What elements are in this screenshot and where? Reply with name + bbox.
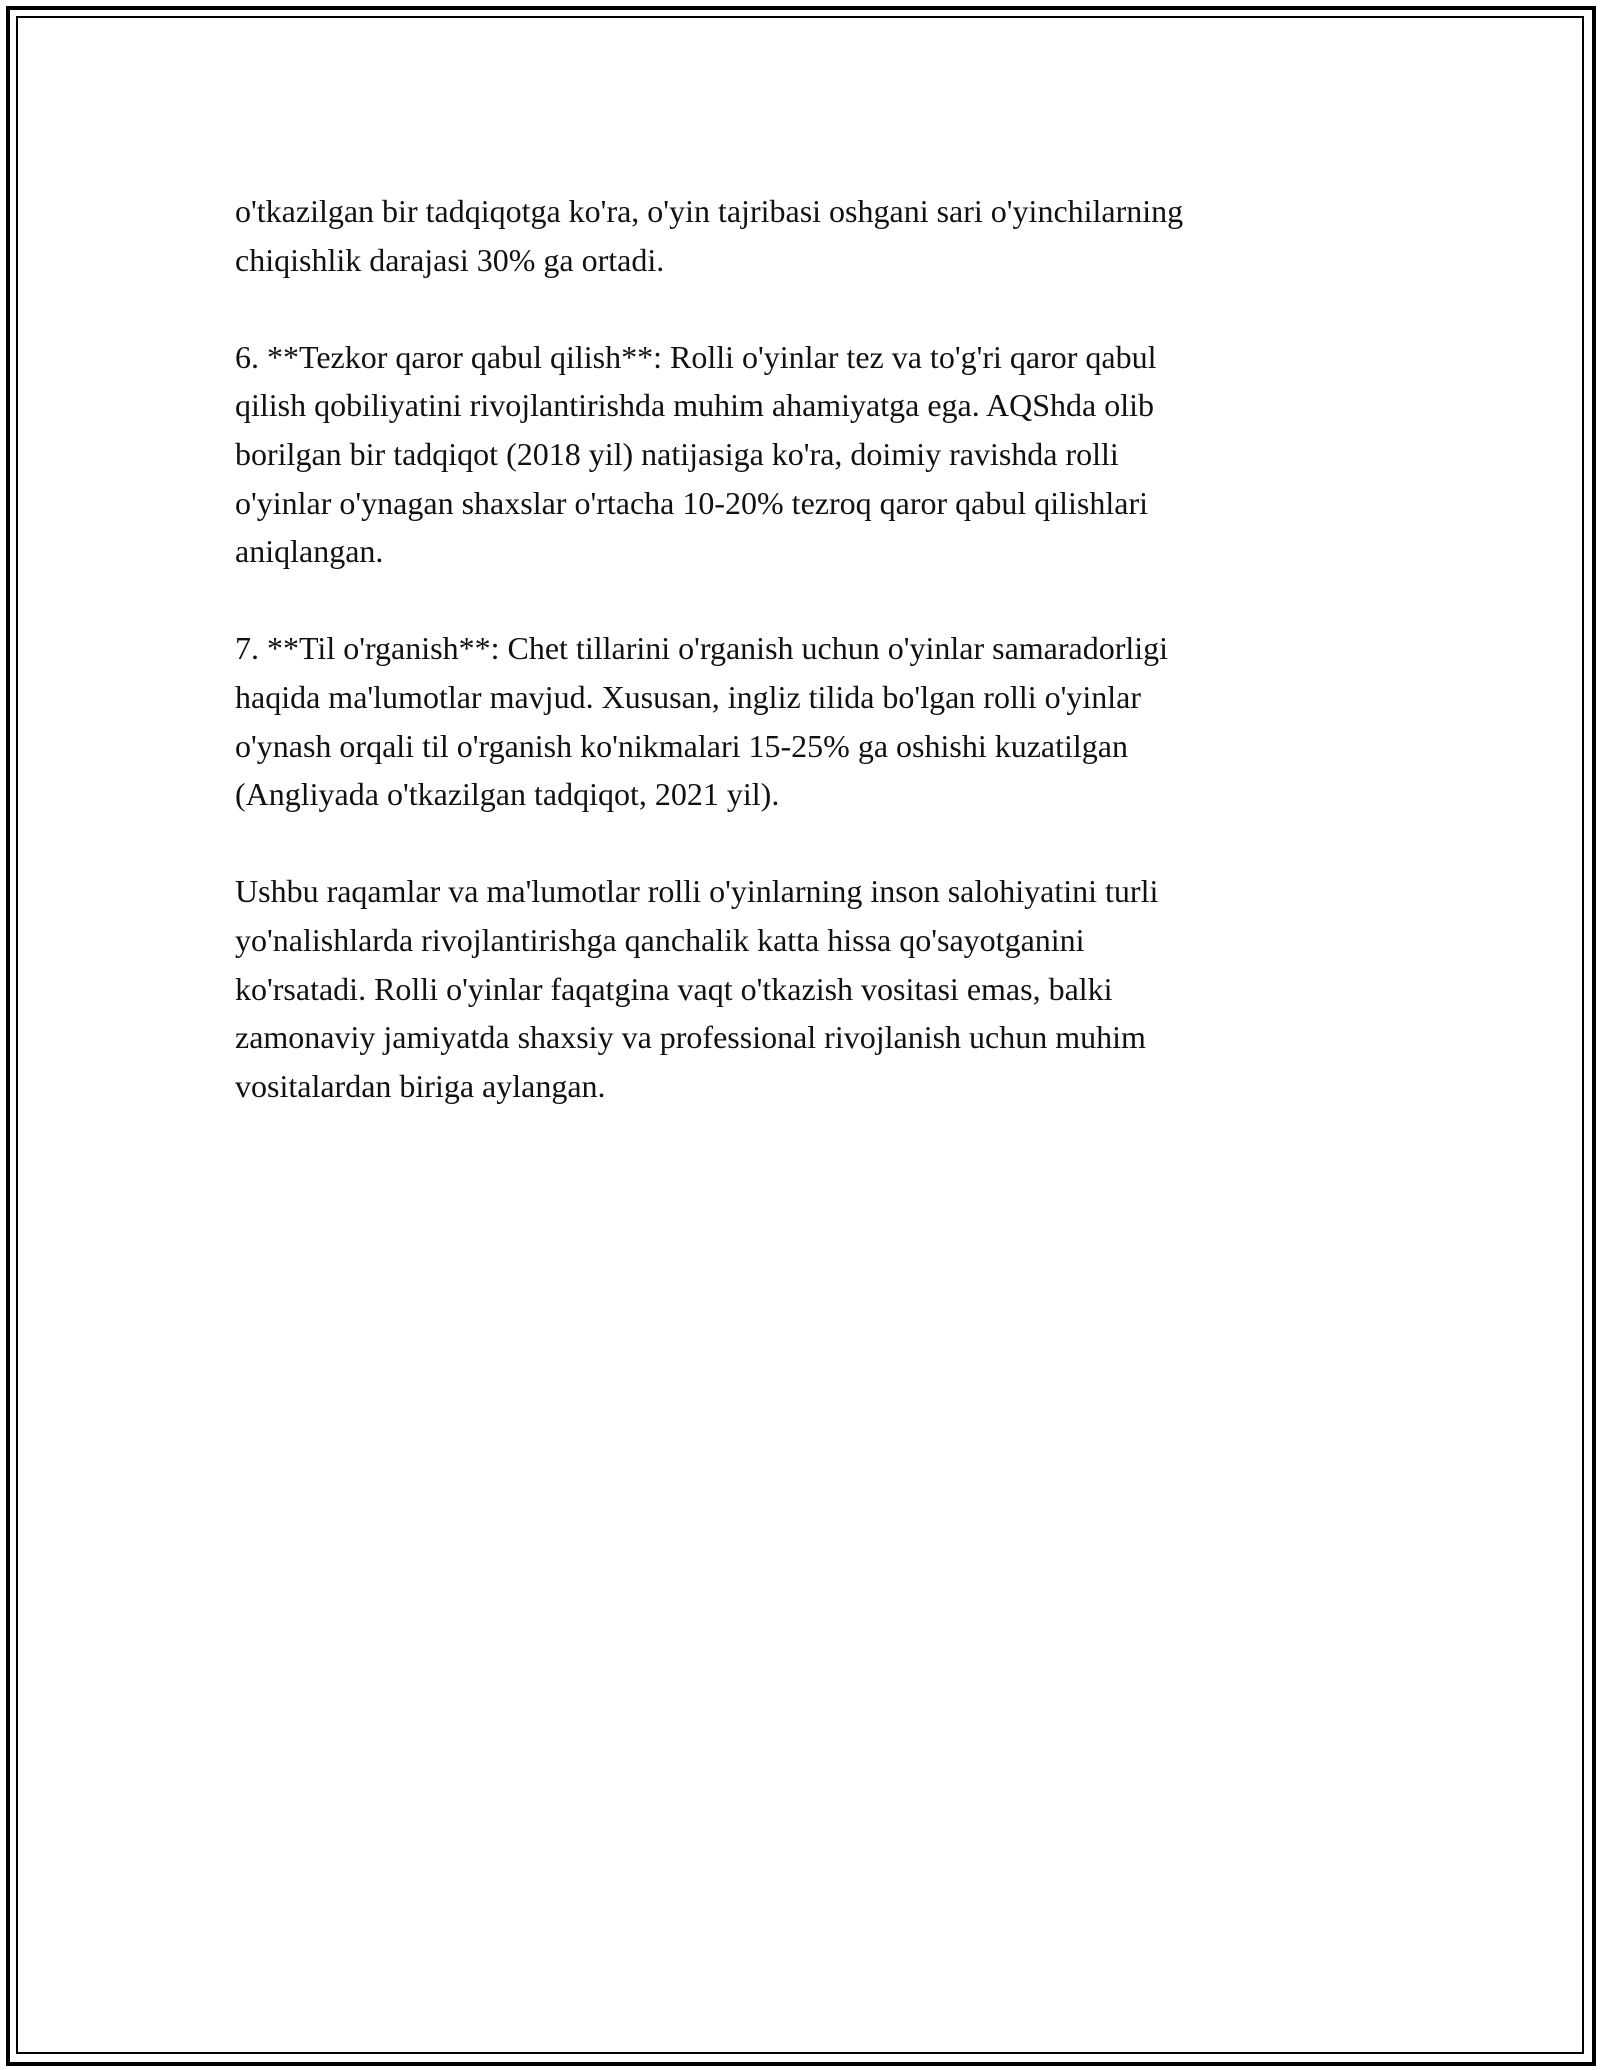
text-line: o'yinlar o'ynagan shaxslar o'rtacha 10-20% tezroq qaror qabul qilishlari [235, 484, 1148, 521]
text-line: 6. **Tezkor qaror qabul qilish**: Rolli o'yinlar tez va to'g'ri qaror qabul [235, 338, 1157, 375]
paragraph-continuation [235, 187, 1355, 284]
text-line: aniqlangan. [235, 533, 384, 570]
text-line: o'tkazilgan bir tadqiqotga ko'ra, o'yin tajribasi oshgani sari o'yinchilarning [235, 193, 1184, 229]
text-line: qilish qobiliyatini rivojlantirishda muhim ahamiyatga ega. AQShda olib [235, 387, 1154, 424]
text-line: o'ynash orqali til o'rganish ko'nikmalari 15-25% ga oshishi kuzatilgan [235, 727, 1128, 764]
paragraph-conclusion [235, 867, 1355, 1110]
text-line: (Angliyada o'tkazilgan tadqiqot, 2021 yil). [235, 776, 780, 813]
text-line: borilgan bir tadqiqot (2018 yil) natijasiga ko'ra, doimiy ravishda rolli [235, 435, 1119, 472]
text-line: haqida ma'lumotlar mavjud. Xususan, ingliz tilida bo'lgan rolli o'yinlar [235, 678, 1142, 715]
paragraph-item-7 [235, 624, 1355, 818]
text-line: Ushbu raqamlar va ma'lumotlar rolli o'yinlarning inson salohiyatini turli [235, 873, 1159, 910]
text-line: vositalardan biriga aylangan. [235, 1067, 606, 1104]
text-line: 7. **Til o'rganish**: Chet tillarini o'rganish uchun o'yinlar samaradorligi [235, 630, 1169, 667]
document-body [235, 187, 1355, 1159]
text-line: yo'nalishlarda rivojlantirishga qanchalik katta hissa qo'sayotganini [235, 921, 1085, 958]
text-line: chiqishlik darajasi 30% ga ortadi. [235, 241, 665, 278]
paragraph-item-6 [235, 333, 1355, 576]
text-line: zamonaviy jamiyatda shaxsiy va professional rivojlanish uchun muhim [235, 1019, 1146, 1056]
text-line: ko'rsatadi. Rolli o'yinlar faqatgina vaqt o'tkazish vositasi emas, balki [235, 970, 1113, 1007]
